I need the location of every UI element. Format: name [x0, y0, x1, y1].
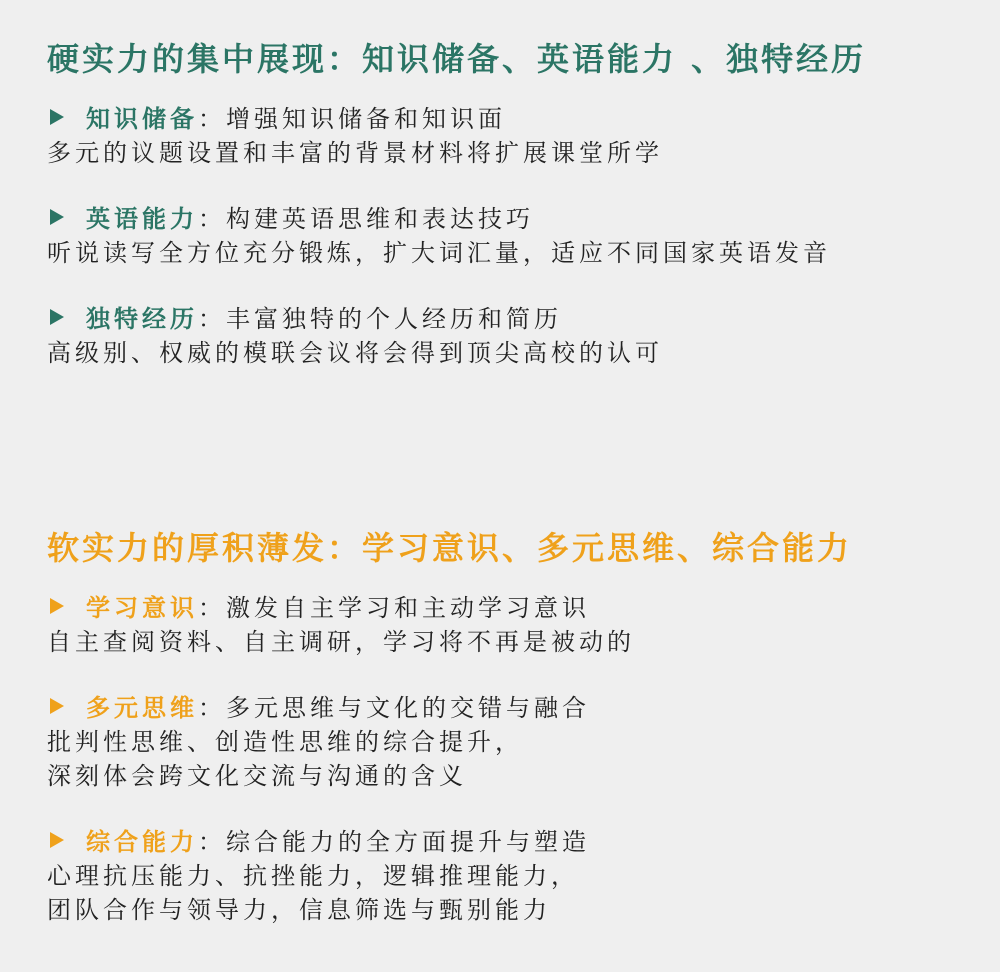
item-summary: 丰富独特的个人经历和简历	[226, 305, 562, 333]
arrow-bullet-icon	[50, 698, 64, 714]
arrow-bullet-icon	[50, 832, 64, 848]
item-heading	[47, 691, 967, 725]
item-summary: 综合能力的全方面提升与塑造	[226, 828, 590, 856]
item-detail-line: 批判性思维、创造性思维的综合提升，	[47, 728, 523, 756]
soft-item-learning	[47, 591, 967, 659]
hard-item-experience	[47, 302, 967, 370]
item-detail-line: 深刻体会跨文化交流与沟通的含义	[47, 762, 467, 790]
soft-item-ability	[47, 825, 967, 927]
arrow-bullet-icon	[50, 209, 64, 225]
item-detail-line: 心理抗压能力、抗挫能力，逻辑推理能力，	[47, 862, 579, 890]
item-colon: ：	[198, 594, 226, 622]
soft-power-section	[47, 527, 967, 959]
item-keyword: 知识储备	[86, 105, 198, 133]
arrow-bullet-icon	[50, 309, 64, 325]
item-heading	[47, 591, 967, 625]
item-detail-line: 听说读写全方位充分锻炼，扩大词汇量，适应不同国家英语发音	[47, 239, 831, 267]
item-heading	[47, 102, 967, 136]
item-heading	[47, 202, 967, 236]
item-detail-line: 多元的议题设置和丰富的背景材料将扩展课堂所学	[47, 139, 663, 167]
item-summary: 构建英语思维和表达技巧	[226, 205, 534, 233]
item-heading	[47, 302, 967, 336]
item-detail-line: 高级别、权威的模联会议将会得到顶尖高校的认可	[47, 339, 663, 367]
hard-item-knowledge	[47, 102, 967, 170]
arrow-bullet-icon	[50, 598, 64, 614]
item-summary: 多元思维与文化的交错与融合	[226, 694, 590, 722]
item-summary: 激发自主学习和主动学习意识	[226, 594, 590, 622]
item-keyword: 综合能力	[86, 828, 198, 856]
item-detail-line: 团队合作与领导力，信息筛选与甄别能力	[47, 896, 551, 924]
soft-power-title: 软实力的厚积薄发：学习意识、多元思维、综合能力	[47, 529, 853, 567]
hard-item-english	[47, 202, 967, 270]
item-summary: 增强知识储备和知识面	[226, 105, 506, 133]
item-colon: ：	[198, 105, 226, 133]
item-keyword: 多元思维	[86, 694, 198, 722]
item-keyword: 学习意识	[86, 594, 198, 622]
arrow-bullet-icon	[50, 109, 64, 125]
hard-power-title: 硬实力的集中展现：知识储备、英语能力 、独特经历	[47, 40, 867, 78]
item-detail-line: 自主查阅资料、自主调研，学习将不再是被动的	[47, 628, 635, 656]
item-keyword: 独特经历	[86, 305, 198, 333]
item-colon: ：	[198, 828, 226, 856]
item-heading	[47, 825, 967, 859]
item-keyword: 英语能力	[86, 205, 198, 233]
item-colon: ：	[198, 694, 226, 722]
soft-item-thinking	[47, 691, 967, 793]
item-colon: ：	[198, 305, 226, 333]
item-colon: ：	[198, 205, 226, 233]
hard-power-section	[47, 38, 967, 402]
